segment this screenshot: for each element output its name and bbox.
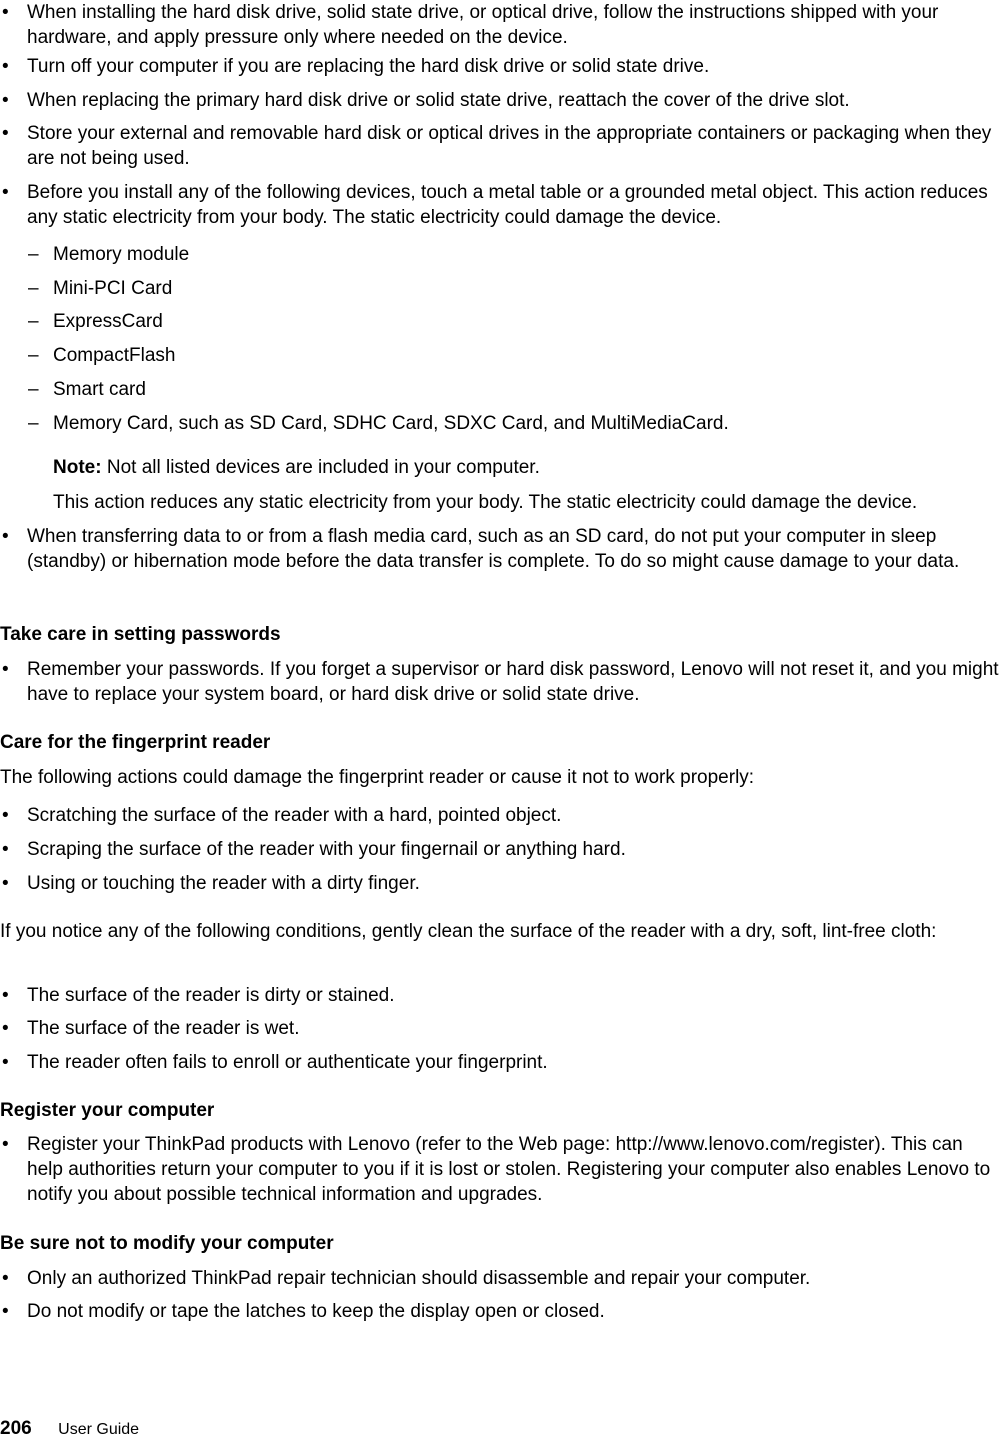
list-item-text: Register your ThinkPad products with Lenovo (refer to the Web page: http://www.lenovo.com/register). This can help authorities return your computer to you if it is lost or stolen. Registering your computer also enables Lenovo to notify you about possible technical information and upgrades. [27, 1134, 991, 1205]
list-item [0, 837, 1003, 862]
list-item [0, 524, 1003, 574]
bullet-mark: • [2, 1301, 9, 1322]
list-item [0, 983, 1003, 1008]
list-item [0, 88, 1003, 113]
list-item-text: Remember your passwords. If you forget a supervisor or hard disk password, Lenovo will not reset it, and you might have to replace your system board, or hard disk drive or solid state drive. [27, 659, 999, 705]
list-item [0, 0, 1003, 50]
sub-list-item [0, 242, 1003, 267]
list-item-text: Turn off your computer if you are replacing the hard disk drive or solid state drive. [27, 56, 710, 77]
bullet-mark: • [2, 526, 9, 547]
sub-list-item-text: Smart card [53, 379, 146, 400]
bullet-mark: • [2, 985, 9, 1006]
list-item-text: Store your external and removable hard disk or optical drives in the appropriate containers or packaging when they are not being used. [27, 123, 992, 169]
section-heading-modify: Be sure not to modify your computer [0, 1233, 334, 1254]
bullet-mark: • [2, 1268, 9, 1289]
sub-list-item [0, 411, 1003, 436]
section-heading-passwords: Take care in setting passwords [0, 624, 281, 645]
list-item-text: Using or touching the reader with a dirty finger. [27, 873, 420, 894]
dash-mark: – [28, 244, 39, 265]
section-heading-register: Register your computer [0, 1100, 215, 1121]
bullet-mark: • [2, 1052, 9, 1073]
list-item-text: Only an authorized ThinkPad repair technician should disassemble and repair your computer. [27, 1268, 811, 1289]
list-item [0, 180, 1003, 230]
bullet-mark: • [2, 1134, 9, 1155]
list-item-text: Scraping the surface of the reader with your fingernail or anything hard. [27, 839, 626, 860]
list-item-text: Before you install any of the following devices, touch a metal table or a grounded metal object. This action reduces any static electricity from your body. The static electricity could damage the device. [27, 182, 988, 228]
bullet-mark: • [2, 182, 9, 203]
list-item [0, 803, 1003, 828]
sub-list-item [0, 309, 1003, 334]
list-item [0, 657, 1003, 707]
list-item-text: The reader often fails to enroll or authenticate your fingerprint. [27, 1052, 548, 1073]
list-item-text: The surface of the reader is dirty or stained. [27, 985, 395, 1006]
list-item-text: When installing the hard disk drive, solid state drive, or optical drive, follow the instructions shipped with your hardware, and apply pressure only where needed on the device. [27, 2, 939, 48]
note-text: Not all listed devices are included in your computer. [106, 457, 540, 478]
fingerprint-clean-intro: If you notice any of the following conditions, gently clean the surface of the reader with a dry, soft, lint-free cloth: [0, 921, 937, 942]
list-item [0, 1299, 1003, 1324]
list-item-text: When transferring data to or from a flash media card, such as an SD card, do not put your computer in sleep (standby) or hibernation mode before the data transfer is complete. To do so might cause damage to your data. [27, 526, 960, 572]
bullet-mark: • [2, 873, 9, 894]
sub-list-item-text: Memory module [53, 244, 190, 265]
section-heading-fingerprint: Care for the fingerprint reader [0, 732, 271, 753]
sub-list-item-text: Memory Card, such as SD Card, SDHC Card, SDXC Card, and MultiMediaCard. [53, 413, 729, 434]
list-item-text: The surface of the reader is wet. [27, 1018, 300, 1039]
bullet-mark: • [2, 659, 9, 680]
list-item [0, 1132, 1003, 1207]
sub-list-item-text: CompactFlash [53, 345, 176, 366]
bullet-mark: • [2, 1018, 9, 1039]
sub-list-item [0, 377, 1003, 402]
sub-list-item [0, 343, 1003, 368]
list-item-text: Do not modify or tape the latches to keep the display open or closed. [27, 1301, 605, 1322]
dash-mark: – [28, 311, 39, 332]
page-footer [0, 1416, 400, 1442]
dash-mark: – [28, 278, 39, 299]
dash-mark: – [28, 413, 39, 434]
dash-mark: – [28, 379, 39, 400]
note-label: Note: [53, 457, 102, 478]
list-item-text: Scratching the surface of the reader with a hard, pointed object. [27, 805, 562, 826]
bullet-mark: • [2, 123, 9, 144]
list-item [0, 871, 1003, 896]
static-repeat-text: This action reduces any static electricity from your body. The static electricity could damage the device. [53, 492, 918, 513]
bullet-mark: • [2, 90, 9, 111]
guide-name: User Guide [58, 1421, 140, 1438]
sub-list-item-text: ExpressCard [53, 311, 163, 332]
page-number: 206 [0, 1418, 32, 1439]
bullet-mark: • [2, 2, 9, 23]
sub-list-item-text: Mini-PCI Card [53, 278, 173, 299]
bullet-mark: • [2, 56, 9, 77]
list-item [0, 121, 1003, 171]
list-item [0, 1050, 1003, 1075]
list-item-text: When replacing the primary hard disk drive or solid state drive, reattach the cover of the drive slot. [27, 90, 850, 111]
bullet-mark: • [2, 839, 9, 860]
sub-list-item [0, 276, 1003, 301]
fingerprint-intro: The following actions could damage the fingerprint reader or cause it not to work properly: [0, 767, 755, 788]
note [0, 455, 1003, 480]
list-item [0, 1266, 1003, 1291]
bullet-mark: • [2, 805, 9, 826]
list-item [0, 54, 1003, 79]
dash-mark: – [28, 345, 39, 366]
list-item [0, 1016, 1003, 1041]
